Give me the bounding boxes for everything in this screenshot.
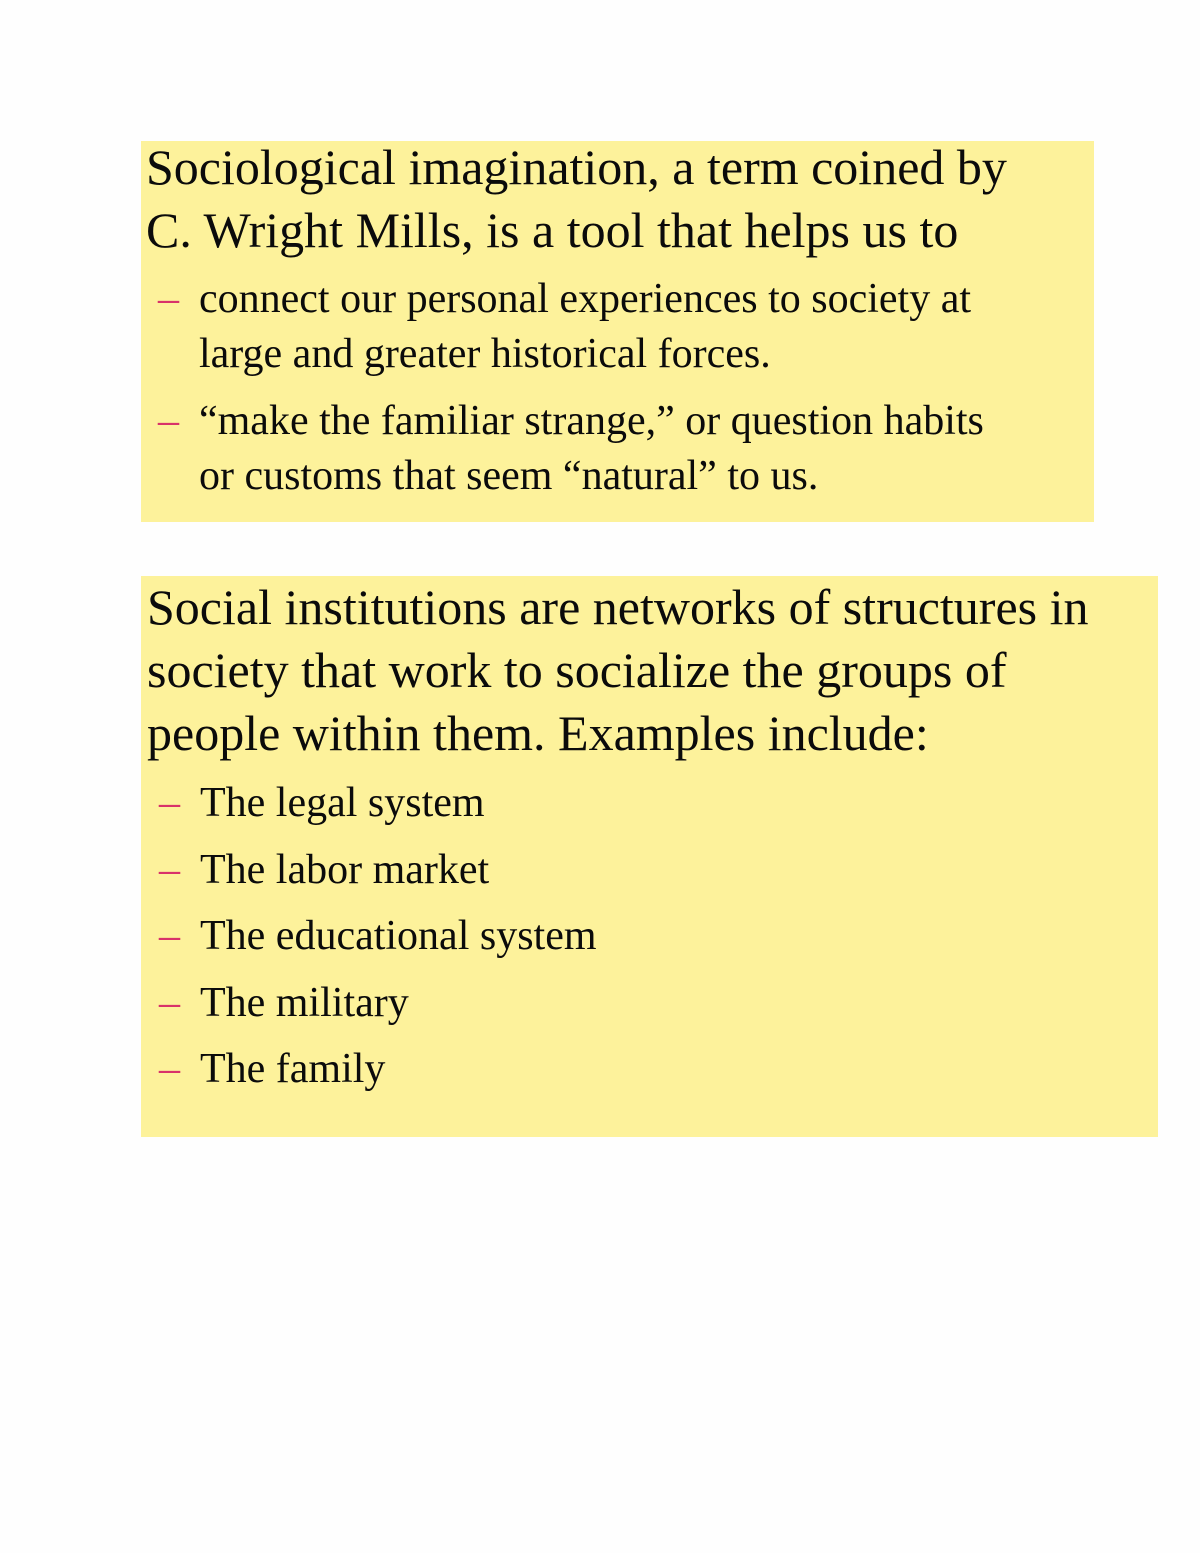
item-text: The military bbox=[200, 979, 409, 1026]
heading-line: C. Wright Mills, is a tool that helps us to bbox=[146, 202, 959, 258]
item-line: connect our personal experiences to society at bbox=[199, 276, 972, 322]
item-line: large and greater historical forces. bbox=[199, 331, 771, 377]
item-text: The educational system bbox=[200, 913, 597, 959]
list-item bbox=[146, 272, 1094, 382]
list-item bbox=[147, 977, 1158, 1029]
dash-bullet-icon: – bbox=[159, 846, 180, 893]
list-item bbox=[147, 844, 1158, 896]
list-item bbox=[147, 777, 1158, 829]
dash-bullet-icon: – bbox=[159, 913, 180, 959]
item-line: “make the familiar strange,” or question habits bbox=[199, 398, 984, 444]
item-text: The family bbox=[200, 1046, 386, 1092]
dash-bullet-icon: – bbox=[159, 979, 180, 1026]
heading-line: society that work to socialize the groups of bbox=[147, 642, 1007, 698]
dash-bullet-icon: – bbox=[159, 1046, 180, 1092]
heading-line: people within them. Examples include: bbox=[147, 705, 929, 761]
block1-heading bbox=[146, 136, 1094, 262]
list-item bbox=[147, 1043, 1158, 1095]
social-institutions-block bbox=[141, 576, 1158, 1137]
dash-bullet-icon: – bbox=[159, 780, 180, 826]
item-line: or customs that seem “natural” to us. bbox=[199, 453, 819, 499]
dash-bullet-icon: – bbox=[158, 276, 179, 322]
block2-heading bbox=[147, 576, 1158, 765]
block2-bullet-list bbox=[147, 777, 1158, 1095]
list-item bbox=[147, 910, 1158, 962]
dash-bullet-icon: – bbox=[158, 398, 179, 444]
item-text: The labor market bbox=[200, 846, 490, 893]
heading-line: Social institutions are networks of structures in bbox=[147, 579, 1089, 635]
item-text: The legal system bbox=[200, 780, 485, 826]
list-item bbox=[146, 394, 1094, 504]
heading-line: Sociological imagination, a term coined by bbox=[146, 139, 1007, 195]
block1-bullet-list bbox=[146, 272, 1094, 504]
sociological-imagination-block bbox=[141, 141, 1094, 522]
